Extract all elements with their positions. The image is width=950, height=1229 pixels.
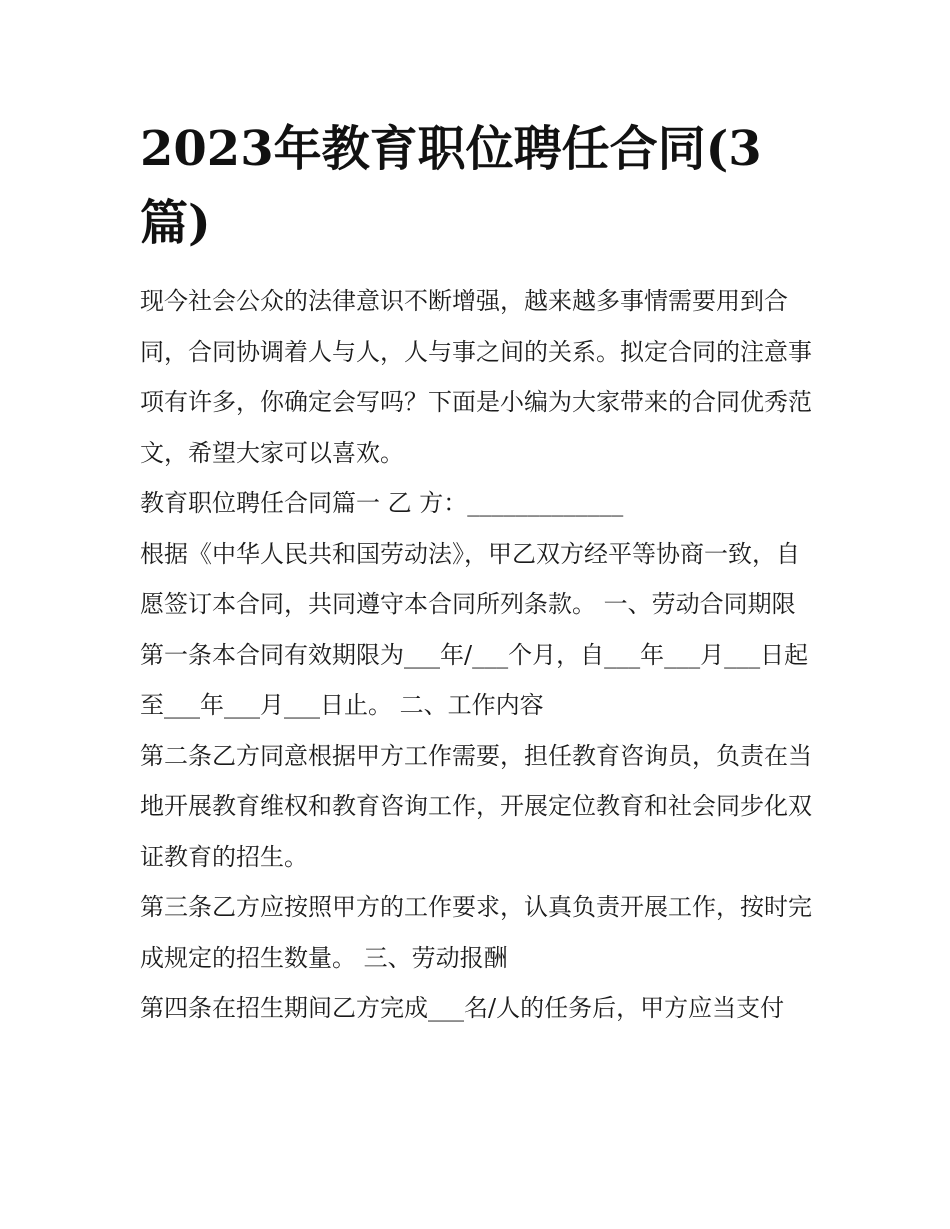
document-title: 2023年教育职位聘任合同(3篇) xyxy=(140,121,762,251)
legal-basis-paragraph: 根据《中华人民共和国劳动法》，甲乙双方经平等协商一致，自愿签订本合同，共同遵守本合同所列条款。 一、劳动合同期限 xyxy=(140,539,800,618)
article-2-paragraph: 第二条乙方同意根据甲方工作需要，担任教育咨询员，负责在当地开展教育维权和教育咨询工作，开展定位教育和社会同步化双证教育的招生。 xyxy=(140,741,812,871)
contract-header-paragraph: 教育职位聘任合同篇一 乙 方：_____________ xyxy=(140,489,624,517)
article-1-paragraph: 第一条本合同有效期限为___年/___个月，自___年___月___日起至___年___月___日止。 二、工作内容 xyxy=(140,640,809,719)
article-4-paragraph: 第四条在招生期间乙方完成___名/人的任务后，甲方应当支付 xyxy=(140,994,785,1022)
intro-paragraph: 现今社会公众的法律意识不断增强，越来越多事情需要用到合同，合同协调着人与人，人与事之间的关系。拟定合同的注意事项有许多，你确定会写吗？下面是小编为大家带来的合同优秀范文，希望大家可以喜欢。 xyxy=(140,287,812,467)
document-body xyxy=(140,276,812,1034)
article-3-paragraph: 第三条乙方应按照甲方的工作要求，认真负责开展工作，按时完成规定的招生数量。 三、劳动报酬 xyxy=(140,893,812,972)
